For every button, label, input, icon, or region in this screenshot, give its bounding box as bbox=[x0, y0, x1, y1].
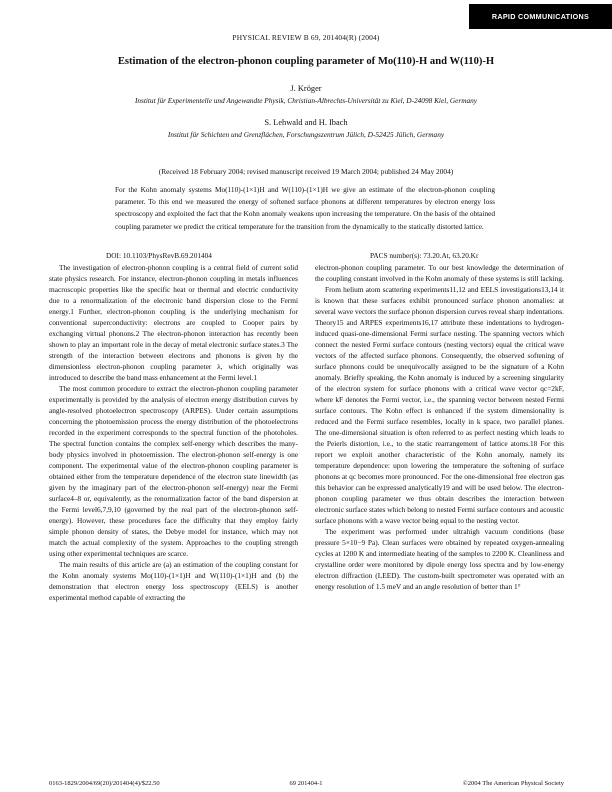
paragraph: From helium atom scattering experiments11,12 and EELS investigations13,14 it is known that these surfaces exhibit pronounced surface phonon anomalies: at several wave vectors the surface phonon dispersion curves reveal sharp indentations. Theory15 and ARPES experiments16,17 attribute these indentations to hydrogen-induced quasi-one-dimensional Fermi surface nesting. The spanning vectors which connect the nested Fermi surface contours (nesting vectors) equal the critical wave vectors of the affected surface phonons. Consequently, the observed softening of surface phonons could be unequivocally assigned to be the signature of a Kohn anomaly. Briefly speaking, the Kohn anomaly is induced by a screening singularity of the electron system for surface phonons with a critical wave vector qc=2kF, where kF denotes the Fermi vector, i.e., the spanning vector between nested Fermi surface contours. The Kohn effect is enhanced if the system dimensionality is reduced and the Fermi surface resembles, locally in k space, two parallel planes. The one-dimensional situation is often referred to as perfect nesting which leads to the Peierls distortion, i.e., to the static rearrangement of lattice atoms.18 For this report we exploit another characteristic of the Kohn anomaly, namely its temperature dependence: upon lowering the temperature the softening of surface phonons at qc becomes more pronounced. For the one-dimensional free electron gas this behavior can be expressed analytically19 and will be used below. The electron-phonon coupling parameter we thus obtain describes the interaction between electronic surface states which belong to nested Fermi surface contours and acoustic surface phonons with a wave vector being equal to the nesting vector. bbox=[315, 285, 564, 525]
left-column bbox=[49, 262, 298, 603]
paragraph: The most common procedure to extract the electron-phonon coupling parameter experimentally is provided by the analysis of electron energy distribution curves by angle-resolved photoelectron spectroscopy (ARPES). Under certain assumptions concerning the photoemission process the energy distribution of the photoelectrons recorded in the experiment corresponds to the spectral function of the photoholes. The spectral function contains the complex self-energy which describes the many-body physics involved in photoemission. The electron-phonon self-energy is one component. The experimental value of the electron-phonon coupling parameter is obtained either from the temperature dependence of the electron state linewidth (as given by the imaginary part of the electron-phonon self-energy) near the Fermi surface4–8 or, equivalently, as the renormalization factor of the band dispersion at the Fermi level6,7,9,10 (governed by the real part of the electron-phonon self-energy). However, these procedures face the difficulty that they employ fairly simple phonon density of states, the Debye model for instance, which may not match the actual complexity of the system. Approaches to the coupling strength using other experimental techniques are scarce. bbox=[49, 384, 298, 558]
footer-page-number: 69 201404-1 bbox=[289, 780, 323, 787]
doi[interactable]: DOI: 10.1103/PhysRevB.69.201404 bbox=[106, 251, 212, 260]
affiliation-2: Institut für Schichten und Grenzflächen, Forschungszentrum Jülich, D-52425 Jülich, Germany bbox=[167, 130, 445, 139]
footer-issn: 0163-1829/2004/69(20)/201404(4)/$22.50 bbox=[49, 780, 160, 787]
author-line-2: S. Lehwald and H. Ibach bbox=[264, 118, 348, 127]
author-line-1: J. Kröger bbox=[290, 84, 322, 93]
journal-citation: PHYSICAL REVIEW B 69, 201404(R) (2004) bbox=[232, 33, 380, 42]
abstract: For the Kohn anomaly systems Mo(110)-(1×1)H and W(110)-(1×1)H we give an estimate of the electron-phonon coupling parameter. To this end we measured the energy of softened surface phonons at different temperatures by electron energy loss spectroscopy and exploited the fact that the Kohn anomaly weakens upon increasing the temperature. On the basis of the obtained coupling parameter we predict the critical temperature for the transition from the dynamically to the statically distorted lattice. bbox=[115, 185, 495, 231]
paragraph: electron-phonon coupling parameter. To our best knowledge the determination of the coupling constant involved in the Kohn anomaly of these systems is still lacking. bbox=[315, 263, 564, 283]
affiliation-1: Institut für Experimentelle und Angewandte Physik, Christian-Albrechts-Universität zu Kiel, D-24098 Kiel, Germany bbox=[134, 96, 478, 105]
right-column bbox=[315, 262, 564, 592]
pacs-numbers: PACS number(s): 73.20.At, 63.20.Kr bbox=[370, 251, 479, 260]
paragraph: The experiment was performed under ultrahigh vacuum conditions (base pressure 5×10−9 Pa). Clean surfaces were obtained by repeated oxygen-annealing cycles at 1200 K and intermediate heating of the samples to 2200 K. Cleanliness and crystalline order were monitored by dipole energy loss spectra and by low-energy electron diffraction (LEED). The custom-built spectrometer was operated with an energy resolution of 1.5 meV and an angle resolution of better than 1° bbox=[315, 527, 565, 591]
section-tag: RAPID COMMUNICATIONS bbox=[469, 4, 612, 29]
footer-copyright: ©2004 The American Physical Society bbox=[462, 780, 564, 787]
paper-title: Estimation of the electron-phonon coupling parameter of Mo(110)-H and W(110)-H bbox=[117, 56, 495, 67]
received-dates: (Received 18 February 2004; revised manuscript received 19 March 2004; published 24 May 2004) bbox=[158, 167, 454, 176]
paragraph: The main results of this article are (a) an estimation of the coupling constant for the Kohn anomaly systems Mo(110)-(1×1)H and W(110)-(1×1)H and (b) the demonstration that electron energy loss spectroscopy (EELS) is another experimental method capable of extracting the bbox=[49, 560, 298, 602]
paragraph: The investigation of electron-phonon coupling is a central field of current solid state physics research. For instance, electron-phonon coupling in metals influences macroscopic properties like the specific heat or thermal and electric conductivity due to a renormalization of the electronic band dispersion close to the Fermi energy.1 Further, electron-phonon coupling is the underlying mechanism for conventional superconductivity: electrons are coupled to Cooper pairs by exchanging virtual phonons.2 The electron-phonon interaction has recently been shown to play an important role in the decay of metal electronic surface states.3 The strength of the interaction between electrons and phonons is given by the dimensionless electron-phonon coupling parameter λ, which originally was introduced to describe the band mass enhancement at the Fermi level.1 bbox=[49, 263, 298, 382]
